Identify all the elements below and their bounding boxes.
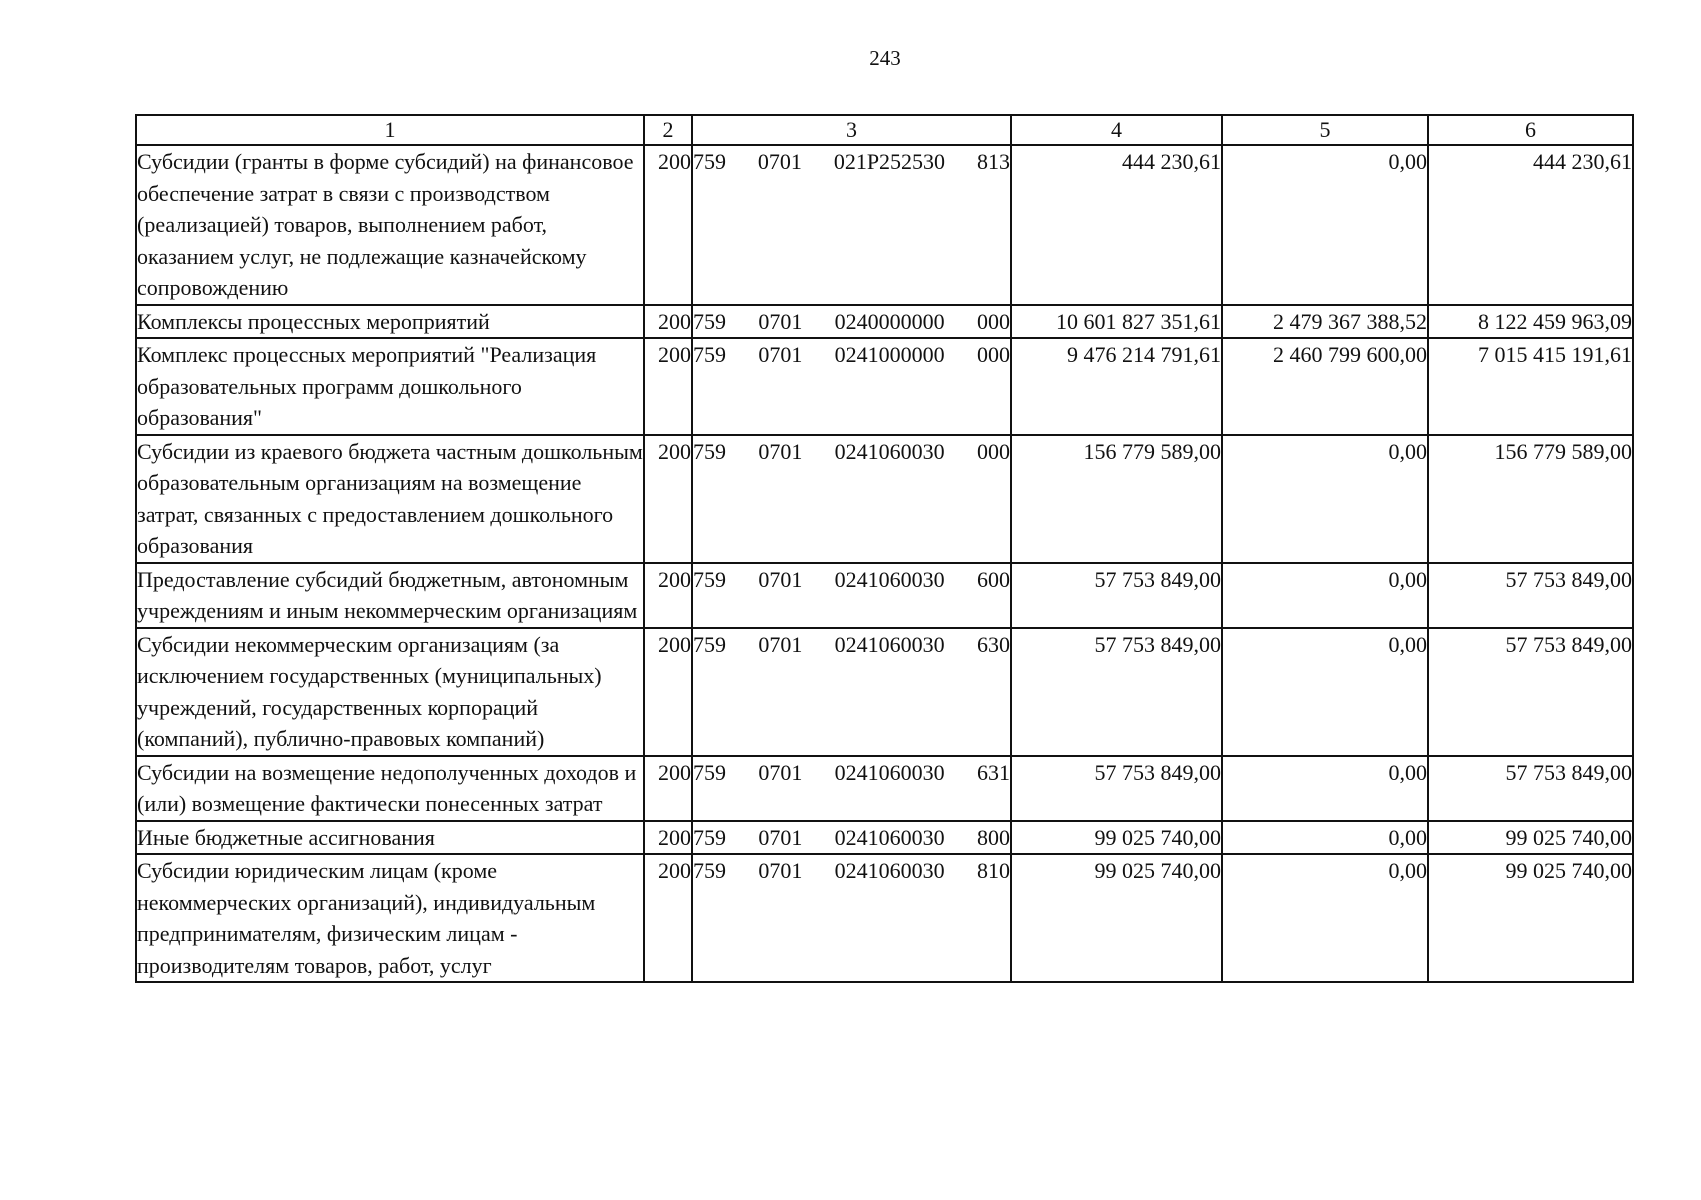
row-code-col3-cell — [692, 628, 1011, 756]
row-code-ministry: 759 — [693, 342, 726, 367]
row-name: Комплексы процессных мероприятий — [137, 308, 490, 334]
row-name: Комплекс процессных мероприятий "Реализация образовательных программ дошкольного образования" — [137, 342, 597, 430]
row-code-target: 0240000000 — [834, 308, 945, 334]
row-amount-col6: 444 230,61 — [1533, 149, 1632, 174]
row-amount-col5-cell — [1222, 821, 1428, 855]
row-amount-col6-cell — [1428, 821, 1633, 855]
row-code-col2: 200 — [658, 308, 691, 334]
row-name-cell — [136, 145, 644, 305]
row-code-col2-cell — [644, 305, 692, 339]
table-row — [136, 305, 1633, 339]
row-amount-col4: 57 753 849,00 — [1094, 631, 1221, 657]
row-name-cell — [136, 628, 644, 756]
row-code-expense-type: 800 — [976, 824, 1010, 850]
row-code-col3-group — [693, 306, 1010, 338]
row-amount-col5: 0,00 — [1388, 824, 1427, 850]
row-code-col3-cell — [692, 435, 1011, 563]
row-code-section: 0701 — [758, 631, 803, 657]
row-code-col3-group — [693, 339, 1010, 371]
row-amount-col4-cell — [1011, 145, 1222, 305]
row-code-expense-type: 631 — [976, 759, 1010, 785]
row-code-col3-group — [693, 629, 1010, 661]
table-row — [136, 435, 1633, 563]
budget-table — [135, 114, 1634, 983]
row-code-col3-group — [693, 146, 1010, 178]
table-body — [136, 145, 1633, 982]
row-code-col2-cell — [644, 435, 692, 563]
row-amount-col6: 99 025 740,00 — [1505, 858, 1632, 883]
row-amount-col6: 7 015 415 191,61 — [1478, 342, 1632, 367]
row-amount-col5-cell — [1222, 305, 1428, 339]
table-row — [136, 821, 1633, 855]
row-code-expense-type: 813 — [976, 149, 1010, 174]
row-code-col2: 200 — [658, 759, 691, 785]
row-amount-col5: 2 479 367 388,52 — [1273, 308, 1427, 334]
row-code-section: 0701 — [758, 858, 803, 883]
row-name-cell — [136, 435, 644, 563]
row-amount-col4-cell — [1011, 305, 1222, 339]
row-code-col2: 200 — [658, 631, 691, 657]
row-amount-col6-cell — [1428, 563, 1633, 628]
row-name-cell — [136, 563, 644, 628]
row-code-target: 0241060030 — [834, 858, 945, 883]
row-code-col2: 200 — [658, 566, 691, 592]
row-code-col3-group — [693, 436, 1010, 468]
row-amount-col5-cell — [1222, 563, 1428, 628]
row-code-col2: 200 — [658, 858, 691, 883]
row-amount-col4-cell — [1011, 756, 1222, 821]
row-amount-col6-cell — [1428, 854, 1633, 982]
header-col-6: 6 — [1428, 115, 1633, 145]
row-code-col2-cell — [644, 821, 692, 855]
row-code-col2-cell — [644, 756, 692, 821]
row-code-ministry: 759 — [693, 858, 726, 883]
row-code-target: 0241060030 — [834, 824, 945, 850]
row-amount-col5: 0,00 — [1388, 566, 1427, 592]
row-name-cell — [136, 854, 644, 982]
row-amount-col6-cell — [1428, 338, 1633, 435]
row-code-ministry: 759 — [693, 631, 726, 657]
table-row — [136, 145, 1633, 305]
row-name-cell — [136, 756, 644, 821]
row-code-ministry: 759 — [693, 438, 726, 464]
row-amount-col4: 9 476 214 791,61 — [1067, 342, 1221, 367]
row-code-expense-type: 630 — [976, 631, 1010, 657]
row-code-col3-cell — [692, 305, 1011, 339]
row-code-col2-cell — [644, 563, 692, 628]
row-amount-col4: 99 025 740,00 — [1094, 824, 1221, 850]
row-amount-col4: 156 779 589,00 — [1083, 438, 1221, 464]
row-code-target: 0241060030 — [834, 438, 945, 464]
row-code-col3-cell — [692, 563, 1011, 628]
row-code-col3-cell — [692, 338, 1011, 435]
row-code-target: 021Р252530 — [833, 149, 946, 174]
table-row — [136, 628, 1633, 756]
row-name: Субсидии на возмещение недополученных доходов и (или) возмещение фактически понесенных затрат — [137, 759, 637, 816]
table-row — [136, 854, 1633, 982]
row-code-section: 0701 — [758, 342, 803, 367]
row-name: Субсидии юридическим лицам (кроме некоммерческих организаций), индивидуальным предпринимателям, физическим лицам - производителям товаров, работ, услуг — [137, 858, 596, 978]
header-col-4: 4 — [1011, 115, 1222, 145]
row-amount-col4-cell — [1011, 821, 1222, 855]
row-code-expense-type: 810 — [976, 858, 1010, 883]
row-code-target: 0241060030 — [834, 631, 945, 657]
row-amount-col5: 0,00 — [1388, 149, 1427, 174]
row-code-section: 0701 — [757, 149, 802, 174]
row-code-col2: 200 — [658, 149, 691, 174]
row-amount-col5: 0,00 — [1388, 438, 1427, 464]
row-amount-col6: 8 122 459 963,09 — [1478, 308, 1632, 334]
table-header — [136, 115, 1633, 145]
row-amount-col6: 57 753 849,00 — [1505, 759, 1632, 785]
row-amount-col6-cell — [1428, 305, 1633, 339]
row-code-col2: 200 — [658, 342, 691, 367]
row-amount-col4: 99 025 740,00 — [1094, 858, 1221, 883]
header-col-1: 1 — [136, 115, 644, 145]
header-col-3: 3 — [692, 115, 1011, 145]
row-amount-col5: 0,00 — [1388, 631, 1427, 657]
row-code-expense-type: 600 — [976, 566, 1010, 592]
row-code-section: 0701 — [758, 438, 803, 464]
row-name: Субсидии некоммерческим организациям (за исключением государственных (муниципальных) учреждений, государственных корпораций (компаний), публично-правовых компаний) — [137, 631, 602, 751]
row-code-col2-cell — [644, 628, 692, 756]
row-code-col3-group — [693, 564, 1010, 596]
row-code-expense-type: 000 — [976, 438, 1010, 464]
row-code-col3-cell — [692, 854, 1011, 982]
row-code-col3-group — [693, 855, 1010, 887]
row-name: Субсидии (гранты в форме субсидий) на финансовое обеспечение затрат в связи с производством (реализацией) товаров, выполнением работ, оказанием услуг, не подлежащие казначейскому сопровождению — [137, 149, 634, 300]
row-code-col3-cell — [692, 821, 1011, 855]
row-amount-col5-cell — [1222, 338, 1428, 435]
row-code-ministry: 759 — [693, 566, 726, 592]
row-amount-col5-cell — [1222, 756, 1428, 821]
row-code-expense-type: 000 — [976, 342, 1010, 367]
header-col-5: 5 — [1222, 115, 1428, 145]
row-amount-col5-cell — [1222, 435, 1428, 563]
row-amount-col4-cell — [1011, 563, 1222, 628]
row-amount-col5: 0,00 — [1388, 759, 1427, 785]
row-amount-col4-cell — [1011, 628, 1222, 756]
page-number: 243 — [869, 46, 901, 70]
table-row — [136, 338, 1633, 435]
row-code-ministry: 759 — [693, 149, 726, 174]
row-code-section: 0701 — [758, 566, 803, 592]
row-code-expense-type: 000 — [976, 308, 1010, 334]
header-col-2: 2 — [644, 115, 692, 145]
row-amount-col4: 57 753 849,00 — [1094, 566, 1221, 592]
row-amount-col4: 10 601 827 351,61 — [1056, 308, 1221, 334]
row-code-section: 0701 — [758, 824, 803, 850]
row-amount-col5: 2 460 799 600,00 — [1273, 342, 1427, 367]
row-amount-col4-cell — [1011, 435, 1222, 563]
row-amount-col6-cell — [1428, 756, 1633, 821]
row-code-target: 0241060030 — [834, 566, 945, 592]
row-code-col3-cell — [692, 756, 1011, 821]
row-code-target: 0241060030 — [834, 759, 945, 785]
row-amount-col4: 444 230,61 — [1122, 149, 1221, 174]
row-amount-col5-cell — [1222, 628, 1428, 756]
row-code-col2-cell — [644, 338, 692, 435]
table-row — [136, 756, 1633, 821]
header-row — [136, 115, 1633, 145]
row-amount-col4-cell — [1011, 338, 1222, 435]
row-code-ministry: 759 — [693, 308, 726, 334]
row-code-col2-cell — [644, 145, 692, 305]
row-code-col3-cell — [692, 145, 1011, 305]
row-amount-col6: 99 025 740,00 — [1505, 824, 1632, 850]
row-name-cell — [136, 821, 644, 855]
row-code-ministry: 759 — [693, 824, 726, 850]
row-code-section: 0701 — [758, 759, 803, 785]
row-name-cell — [136, 305, 644, 339]
row-name: Иные бюджетные ассигнования — [137, 824, 435, 850]
row-amount-col5-cell — [1222, 145, 1428, 305]
row-amount-col5: 0,00 — [1388, 858, 1427, 883]
row-name: Субсидии из краевого бюджета частным дошкольным образовательным организациям на возмещение затрат, связанных с предоставлением дошкольного образования — [137, 438, 643, 558]
row-amount-col5-cell — [1222, 854, 1428, 982]
row-amount-col6-cell — [1428, 145, 1633, 305]
row-name: Предоставление субсидий бюджетным, автономным учреждениям и иным некоммерческим организациям — [137, 566, 638, 623]
row-code-col2: 200 — [658, 824, 691, 850]
row-amount-col4-cell — [1011, 854, 1222, 982]
row-amount-col6: 57 753 849,00 — [1505, 566, 1632, 592]
row-code-col3-group — [693, 822, 1010, 854]
row-amount-col6-cell — [1428, 435, 1633, 563]
row-amount-col6: 156 779 589,00 — [1494, 438, 1632, 464]
row-code-col2-cell — [644, 854, 692, 982]
row-code-section: 0701 — [758, 308, 803, 334]
table-row — [136, 563, 1633, 628]
row-name-cell — [136, 338, 644, 435]
row-code-ministry: 759 — [693, 759, 726, 785]
row-amount-col6: 57 753 849,00 — [1505, 631, 1632, 657]
row-code-target: 0241000000 — [834, 342, 945, 367]
row-code-col3-group — [693, 757, 1010, 789]
row-amount-col4: 57 753 849,00 — [1094, 759, 1221, 785]
row-code-col2: 200 — [658, 438, 691, 464]
row-amount-col6-cell — [1428, 628, 1633, 756]
